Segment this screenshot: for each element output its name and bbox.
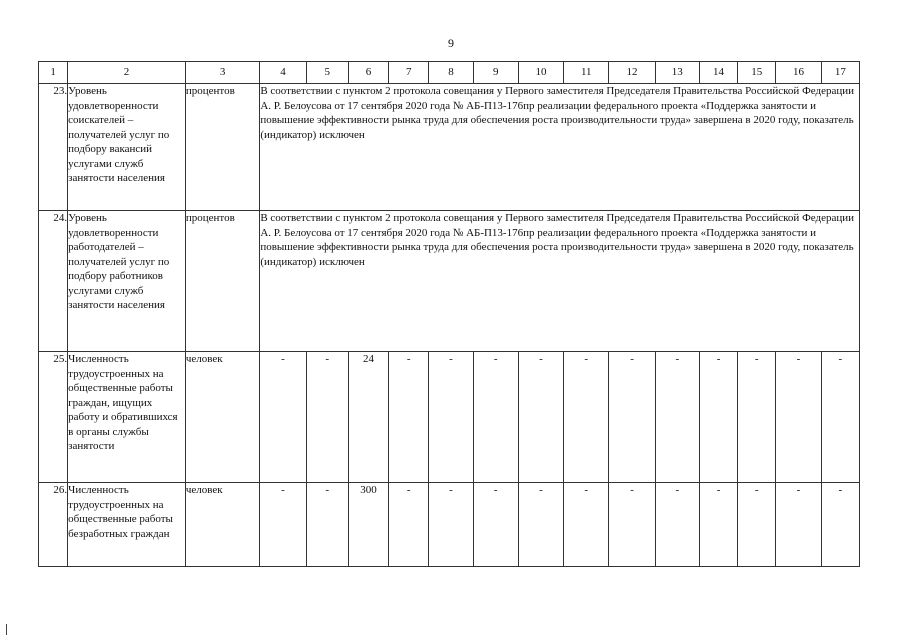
header-row: [39, 62, 860, 84]
column-header: 12: [609, 62, 655, 84]
table-row: [39, 211, 860, 352]
column-header: 16: [776, 62, 821, 84]
indicator-name: Численность трудоустроенных на общественные работы безработных граждан: [68, 483, 186, 567]
value-cell: -: [821, 352, 859, 483]
value-cell: -: [609, 352, 655, 483]
exclusion-note: В соответствии с пунктом 2 протокола совещания у Первого заместителя Председателя Правительства Российской Федерации А. Р. Белоусова от 17 сентября 2020 года № АБ-П13-176пр реализации федерального проекта «Поддержка занятости и повышение эффективности рынка труда для обеспечения роста производительности труда» завершена в 2020 году, показатель (индикатор) исключен: [260, 84, 860, 211]
value-cell: -: [564, 352, 609, 483]
indicator-name: Численность трудоустроенных на общественные работы граждан, ищущих работу и обратившихся в органы службы занятости: [68, 352, 186, 483]
value-cell: 300: [348, 483, 388, 567]
value-cell: -: [518, 352, 563, 483]
value-cell: -: [821, 483, 859, 567]
value-cell: -: [655, 483, 699, 567]
column-header: 13: [655, 62, 699, 84]
value-cell: -: [306, 352, 348, 483]
column-header: 10: [518, 62, 563, 84]
value-cell: -: [473, 483, 518, 567]
value-cell: -: [429, 352, 473, 483]
column-header: 15: [738, 62, 776, 84]
column-header: 3: [185, 62, 259, 84]
value-cell: -: [306, 483, 348, 567]
unit-cell: человек: [185, 352, 259, 483]
value-cell: -: [389, 352, 429, 483]
indicators-table: [38, 61, 860, 567]
table-row: [39, 84, 860, 211]
indicator-name: Уровень удовлетворенности соискателей – получателей услуг по подбору вакансий услугами служб занятости населения: [68, 84, 186, 211]
value-cell: -: [738, 483, 776, 567]
value-cell: -: [260, 483, 306, 567]
value-cell: -: [776, 352, 821, 483]
table-row: [39, 483, 860, 567]
column-header: 8: [429, 62, 473, 84]
value-cell: -: [655, 352, 699, 483]
value-cell: -: [260, 352, 306, 483]
column-header: 9: [473, 62, 518, 84]
value-cell: -: [389, 483, 429, 567]
value-cell: -: [518, 483, 563, 567]
row-number: 23.: [39, 84, 68, 211]
column-header: 7: [389, 62, 429, 84]
row-number: 24.: [39, 211, 68, 352]
exclusion-note: В соответствии с пунктом 2 протокола совещания у Первого заместителя Председателя Правительства Российской Федерации А. Р. Белоусова от 17 сентября 2020 года № АБ-П13-176пр реализации федерального проекта «Поддержка занятости и повышение эффективности рынка труда для обеспечения роста производительности труда» завершена в 2020 году, показатель (индикатор) исключен: [260, 211, 860, 352]
value-cell: -: [609, 483, 655, 567]
unit-cell: процентов: [185, 211, 259, 352]
value-cell: 24: [348, 352, 388, 483]
page-number: 9: [448, 36, 454, 50]
column-header: 2: [68, 62, 186, 84]
value-cell: -: [564, 483, 609, 567]
row-number: 26.: [39, 483, 68, 567]
indicator-name: Уровень удовлетворенности работодателей – получателей услуг по подбору работников услугами служб занятости населения: [68, 211, 186, 352]
scan-edge-mark: [6, 624, 7, 635]
column-header: 1: [39, 62, 68, 84]
column-header: 6: [348, 62, 388, 84]
value-cell: -: [738, 352, 776, 483]
value-cell: -: [429, 483, 473, 567]
value-cell: -: [699, 483, 737, 567]
column-header: 4: [260, 62, 306, 84]
unit-cell: процентов: [185, 84, 259, 211]
column-header: 17: [821, 62, 859, 84]
value-cell: -: [776, 483, 821, 567]
unit-cell: человек: [185, 483, 259, 567]
table-row: [39, 352, 860, 483]
value-cell: -: [699, 352, 737, 483]
column-header: 11: [564, 62, 609, 84]
row-number: 25.: [39, 352, 68, 483]
column-header: 5: [306, 62, 348, 84]
value-cell: -: [473, 352, 518, 483]
column-header: 14: [699, 62, 737, 84]
